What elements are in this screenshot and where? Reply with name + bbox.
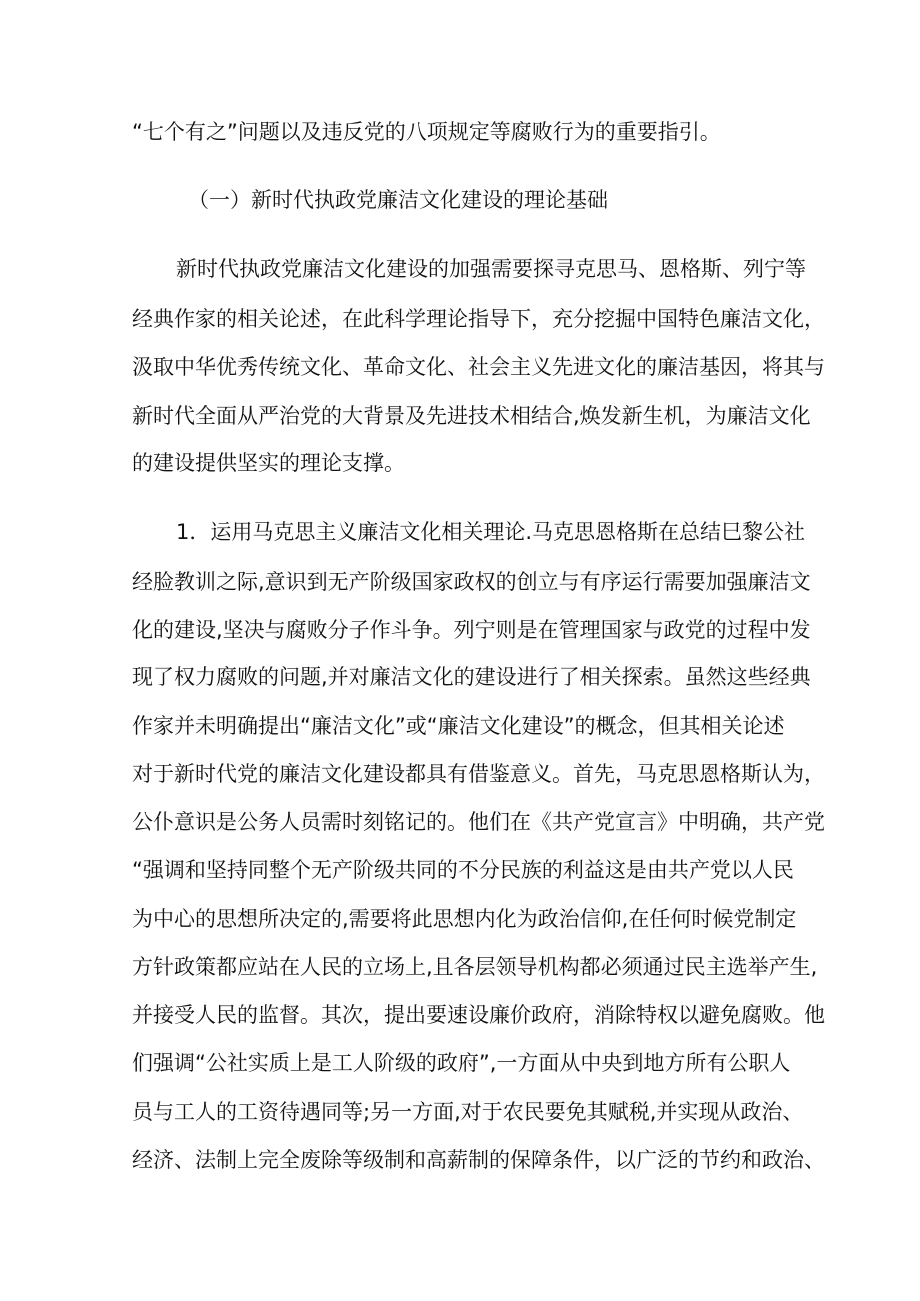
section-heading: （一）新时代执政党廉洁文化建设的理论基础: [188, 188, 608, 212]
paragraph-line: 现了权力腐败的问题,并对廉洁文化的建设进行了相关探索。虽然这些经典: [132, 665, 811, 689]
paragraph-line: “七个有之”问题以及违反党的八项规定等腐败行为的重要指引。: [132, 120, 721, 144]
paragraph-line: 汲取中华优秀传统文化、革命文化、社会主义先进文化的廉洁基因，将其与: [132, 355, 825, 379]
numbered-paragraph-line: 1．运用马克思主义廉洁文化相关理论.马克思恩格斯在总结巳黎公社: [176, 520, 806, 544]
paragraph-line: 们强调“公社实质上是工人阶级的政府”,一方面从中央到地方所有公职人: [132, 1051, 791, 1075]
paragraph-line: 为中心的思想所决定的,需要将此思想内化为政治信仰,在任何时候党制定: [132, 907, 797, 931]
paragraph-line: 新时代执政党廉洁文化建设的加强需要探寻克思马、恩格斯、列宁等: [176, 257, 806, 281]
paragraph-line: “强调和坚持同整个无产阶级共同的不分民族的利益这是由共产党以人民: [132, 858, 794, 882]
paragraph-line: 新时代全面从严治党的大背景及先进技术相结合,焕发新生机，为廉洁文化: [132, 404, 811, 428]
paragraph-line: 并接受人民的监督。其次，提出要速设廉价政府，消除特权以避免腐败。他: [132, 1003, 825, 1027]
paragraph-line: 对于新时代党的廉洁文化建设都具有借鉴意义。首先，马克思恩格斯认为，: [132, 762, 825, 786]
paragraph-line: 作家并未明确提出“廉洁文化”或“廉洁文化建设”的概念，但其相关论述: [132, 714, 785, 738]
paragraph-line: 经济、法制上完全废除等级制和高薪制的保障条件，以广泛的节约和政治、: [132, 1148, 825, 1172]
paragraph-line: 经脸教训之际,意识到无产阶级国家政权的创立与有序运行需要加强廉洁文: [132, 570, 811, 594]
paragraph-line: 化的建设,坚决与腐败分子作斗争。列宁则是在管理国家与政党的过程中发: [132, 618, 811, 642]
paragraph-line: 公仆意识是公务人员需时刻铭记的。他们在《共产党宣言》中明确，共产党: [132, 810, 825, 834]
paragraph-line: 经典作家的相关论述，在此科学理论指导下，充分挖掘中国特色廉洁文化，: [132, 307, 825, 331]
paragraph-line: 员与工人的工资待遇同等;另一方面,对于农民要免其赋税,并实现从政治、: [132, 1100, 804, 1124]
paragraph-line: 方针政策都应站在人民的立场上,且各层领导机构都必须通过民主选举产生,: [132, 955, 818, 979]
paragraph-line: 的建设提供坚实的理论支撑。: [132, 451, 405, 475]
